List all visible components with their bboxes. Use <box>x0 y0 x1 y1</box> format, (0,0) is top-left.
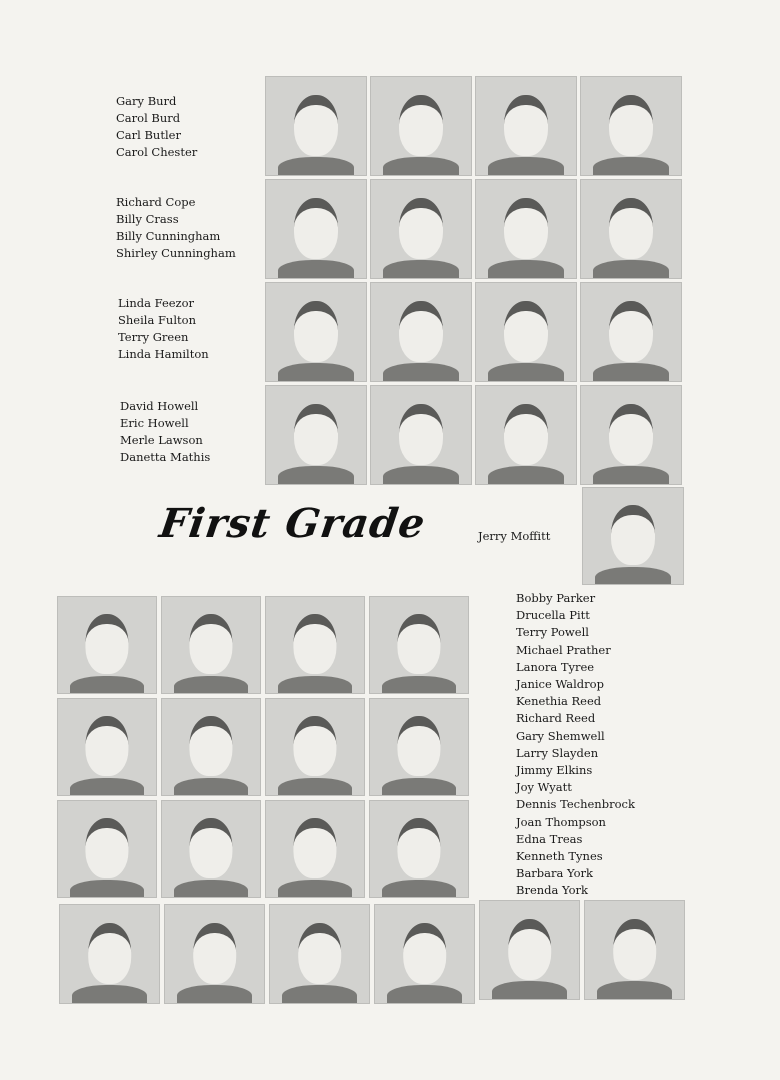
student-name: Janice Waldrop <box>516 677 604 692</box>
student-name: Barbara York <box>516 866 594 881</box>
student-photo <box>475 282 577 382</box>
student-name: Billy Cunningham <box>116 229 221 243</box>
student-photo <box>479 900 580 1000</box>
student-name: Danetta Mathis <box>120 450 211 464</box>
student-name: Terry Powell <box>516 625 589 640</box>
student-name: Eric Howell <box>120 416 189 430</box>
single-name <box>478 528 550 545</box>
student-photo <box>57 800 157 898</box>
student-name: Joy Wyatt <box>516 780 572 795</box>
student-name: Gary Shemwell <box>516 728 605 743</box>
student-name: Lanora Tyree <box>516 659 595 674</box>
student-name: Billy Crass <box>116 212 179 226</box>
student-photo <box>580 385 682 485</box>
student-photo <box>265 800 365 898</box>
name-group-3 <box>118 295 209 363</box>
student-name: Merle Lawson <box>120 433 203 447</box>
student-photo <box>265 698 365 796</box>
student-name: Drucella Pitt <box>516 608 590 623</box>
student-photo <box>164 904 265 1004</box>
student-name: Jerry Moffitt <box>478 529 551 543</box>
student-photo <box>265 76 367 176</box>
student-name: Richard Cope <box>116 195 196 209</box>
student-photo <box>265 385 367 485</box>
name-group-4 <box>120 398 210 466</box>
student-name: Terry Green <box>118 330 189 344</box>
student-name: Kenneth Tynes <box>516 849 603 864</box>
student-photo <box>369 596 469 694</box>
student-name: Carol Burd <box>116 111 181 125</box>
student-photo <box>370 385 472 485</box>
student-name: David Howell <box>120 399 199 413</box>
student-name: Edna Treas <box>516 831 583 846</box>
student-photo <box>161 800 261 898</box>
student-photo <box>265 282 367 382</box>
student-name: Linda Feezor <box>118 296 195 310</box>
student-name: Kenethia Reed <box>516 694 602 709</box>
student-photo <box>161 698 261 796</box>
student-photo <box>369 800 469 898</box>
student-photo <box>265 179 367 279</box>
name-group-2 <box>116 194 236 262</box>
student-photo <box>265 596 365 694</box>
student-photo <box>582 487 684 585</box>
student-photo <box>370 179 472 279</box>
student-name: Jimmy Elkins <box>516 763 593 778</box>
student-photo <box>369 698 469 796</box>
student-photo <box>475 76 577 176</box>
student-name: Shirley Cunningham <box>116 246 236 260</box>
student-name: Linda Hamilton <box>118 347 209 361</box>
student-name: Gary Burd <box>116 94 177 108</box>
student-name: Dennis Techenbrock <box>516 797 635 812</box>
student-name: Bobby Parker <box>516 591 596 605</box>
student-photo <box>580 179 682 279</box>
name-list-right <box>516 590 635 900</box>
student-photo <box>475 385 577 485</box>
student-name: Carol Chester <box>116 145 198 159</box>
page-title: First Grade <box>156 500 429 547</box>
student-photo <box>370 76 472 176</box>
student-photo <box>59 904 160 1004</box>
student-photo <box>580 76 682 176</box>
student-name: Larry Slayden <box>516 745 599 760</box>
student-photo <box>57 698 157 796</box>
student-name: Sheila Fulton <box>118 313 196 327</box>
student-photo <box>269 904 370 1004</box>
student-name: Joan Thompson <box>516 814 606 829</box>
student-name: Brenda York <box>516 883 589 898</box>
student-photo <box>374 904 475 1004</box>
student-photo <box>161 596 261 694</box>
student-photo <box>370 282 472 382</box>
student-name: Richard Reed <box>516 711 596 726</box>
student-name: Carl Butler <box>116 128 181 142</box>
name-group-1 <box>116 93 197 161</box>
student-photo <box>475 179 577 279</box>
student-photo <box>57 596 157 694</box>
student-photo <box>584 900 685 1000</box>
student-photo <box>580 282 682 382</box>
student-name: Michael Prather <box>516 642 611 657</box>
